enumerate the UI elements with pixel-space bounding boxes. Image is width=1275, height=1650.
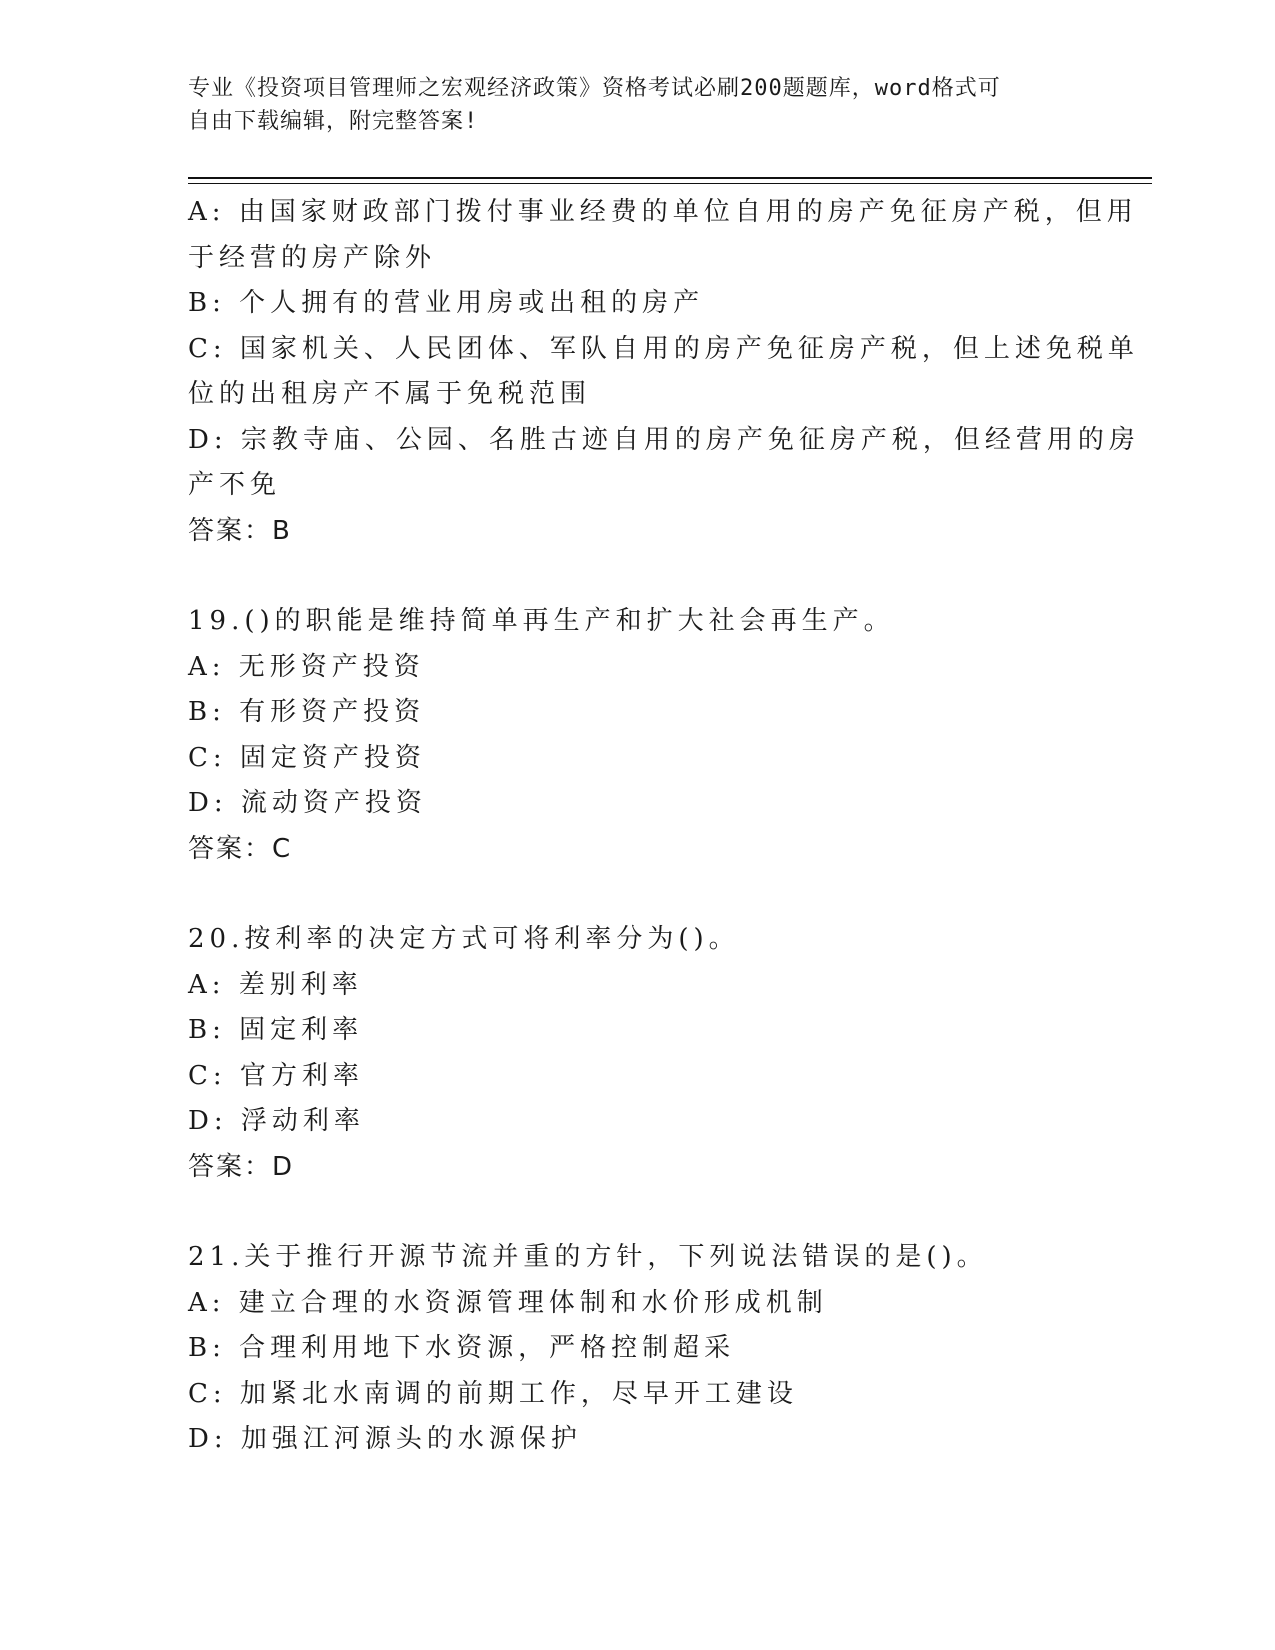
header-line-2: 自由下载编辑，附完整答案! bbox=[188, 109, 479, 134]
answer-18: 答案：B bbox=[188, 515, 292, 546]
option-b: B: 固定利率 bbox=[188, 1015, 364, 1045]
option-b: B: 有形资产投资 bbox=[188, 697, 426, 727]
spacer bbox=[188, 872, 1078, 917]
option-c: C: 加紧北水南调的前期工作，尽早开工建设 bbox=[188, 1378, 798, 1409]
option-d-line-1: D: 宗教寺庙、公园、名胜古迹自用的房产免征房产税，但经营用的房 bbox=[188, 424, 1140, 455]
spacer bbox=[188, 1190, 1078, 1235]
spacer bbox=[188, 554, 1078, 599]
question-21 bbox=[188, 1235, 1078, 1463]
option-a: A: 差别利率 bbox=[188, 969, 363, 1000]
option-a: A: 无形资产投资 bbox=[188, 651, 425, 682]
option-a-line-1: A: 由国家财政部门拨付事业经费的单位自用的房产免征房产税，但用 bbox=[188, 197, 1138, 227]
option-c: C: 固定资产投资 bbox=[188, 742, 426, 773]
question-stem: 19.()的职能是维持简单再生产和扩大社会再生产。 bbox=[188, 606, 895, 636]
option-b: B: 合理利用地下水资源，严格控制超采 bbox=[188, 1333, 736, 1363]
header-divider-thin bbox=[188, 183, 1152, 184]
answer-19: 答案：C bbox=[188, 833, 293, 864]
question-stem: 20.按利率的决定方式可将利率分为()。 bbox=[188, 924, 740, 954]
option-d: D: 流动资产投资 bbox=[188, 788, 427, 818]
question-stem: 21.关于推行开源节流并重的方针，下列说法错误的是()。 bbox=[188, 1242, 988, 1272]
option-d: D: 浮动利率 bbox=[188, 1106, 365, 1136]
answer-20: 答案：D bbox=[188, 1151, 295, 1182]
option-c: C: 官方利率 bbox=[188, 1060, 364, 1091]
option-c-line-1: C: 国家机关、人民团体、军队自用的房产免征房产税，但上述免税单 bbox=[188, 333, 1139, 364]
option-d-line-2: 产不免 bbox=[188, 470, 282, 500]
document-body bbox=[188, 190, 1140, 1463]
option-a-line-2: 于经营的房产除外 bbox=[188, 242, 437, 273]
header-divider-thick bbox=[188, 177, 1152, 179]
question-19 bbox=[188, 599, 1078, 872]
question-20 bbox=[188, 917, 1078, 1190]
document-header bbox=[188, 72, 1068, 138]
option-b-line-1: B: 个人拥有的营业用房或出租的房产 bbox=[188, 288, 705, 318]
header-line-1: 专业《投资项目管理师之宏观经济政策》资格考试必刷200题题库，word格式可 bbox=[188, 76, 1001, 101]
option-a: A: 建立合理的水资源管理体制和水价形成机制 bbox=[188, 1287, 828, 1318]
question-18-continued bbox=[188, 190, 1140, 554]
option-d: D: 加强江河源头的水源保护 bbox=[188, 1424, 582, 1454]
option-c-line-2: 位的出租房产不属于免税范围 bbox=[188, 379, 592, 409]
